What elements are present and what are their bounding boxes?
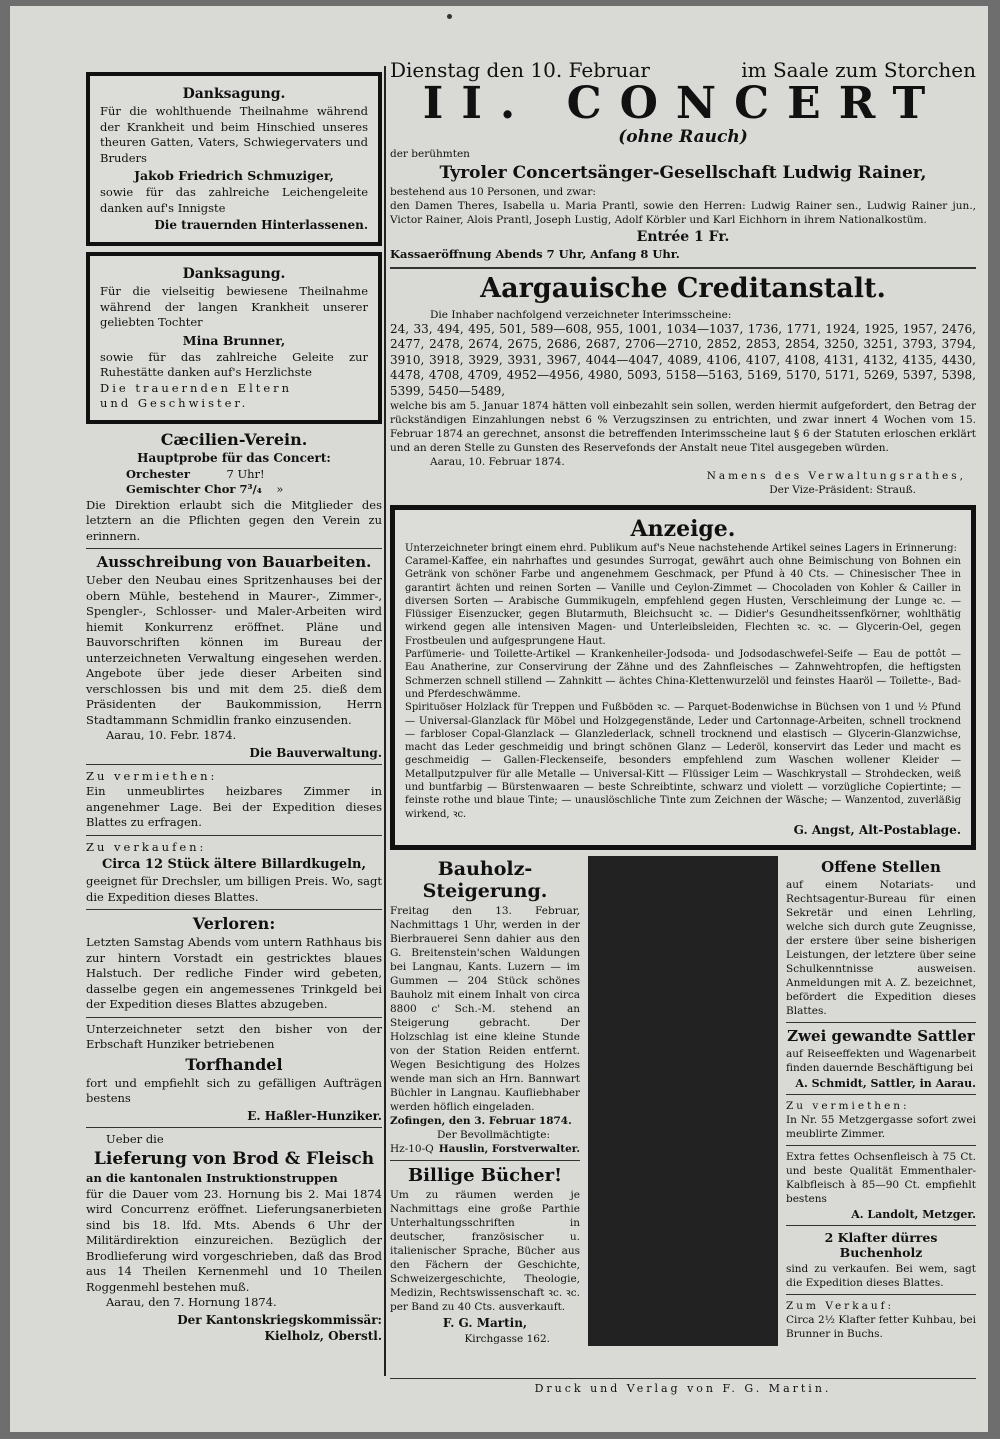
concert-times: Kassaeröffnung Abends 7 Uhr, Anfang 8 Uhr.: [390, 247, 680, 261]
concert-ad: [390, 58, 976, 269]
separator: [786, 1294, 976, 1295]
bottom-left-col: [390, 856, 580, 1346]
ad-body: für die Dauer vom 23. Hornung bis 2. Mai 1874 wird Concurrenz eröffnet. Lieferungsanerbieten sind bis 18. lfd. Mts. Abends 6 Uhr der Militärdirektion einzureichen. Bezüglich der Brodlieferung wird vorgeschrieben, daß das Brod aus 14 Theilen Kernenmehl und 10 Theilen Roggenmehl bestehen muß.: [86, 1186, 382, 1294]
ad-body: Ueber den Neubau eines Spritzenhauses bei der obern Mühle, bestehend in Maurer-, Zimmer-, Spengler-, Schlosser- und Maler-Arbeiten wird hiemit Konkurrenz eröffnet. Pläne und Bauvorschriften können im Bureau der unterzeichneten Verwaltung eingesehen werden. Angebote über jede dieser Arbeiten sind verschlossen bis und mit dem 25. dieß dem Präsidenten der Baukommission, Herrn Stadtammann Schmidlin franko einzusenden.: [86, 573, 382, 727]
concert-place: im Saale zum Storchen: [741, 58, 976, 82]
row-label: Gemischter Chor 7³/₄: [126, 482, 262, 496]
vermiethen-ad: [86, 769, 382, 836]
ad-title: Anzeige.: [630, 516, 736, 542]
ad-subtitle: Hauptprobe für das Concert:: [137, 450, 331, 465]
ad-title: Cæcilien-Verein.: [160, 429, 308, 449]
buecher-ad: [390, 1165, 580, 1346]
creditanstalt-ad: [390, 273, 976, 498]
ad-title: Verloren:: [192, 914, 276, 933]
ad-body: Für die vielseitig bewiesene Theilnahme während der langen Krankheit unserer geliebten Tochter: [100, 284, 368, 329]
ad-code: Hz-10-Q: [390, 1142, 434, 1155]
ad-headline: Circa 12 Stück ältere Billardkugeln,: [101, 857, 367, 872]
separator: [86, 835, 382, 836]
ad-title: Aargauische Creditanstalt.: [480, 272, 886, 304]
ad-body: auf Reiseeffekten und Wagenarbeit finden dauernde Beschäftigung bei: [786, 1047, 976, 1074]
ad-signature: A. Landolt, Metzger.: [851, 1207, 976, 1221]
torfhandel-ad: [86, 1022, 382, 1128]
buchenholz-ad: [786, 1230, 976, 1295]
ad-name: Jakob Friedrich Schmuziger,: [134, 168, 334, 183]
right-column: [390, 58, 976, 1346]
bottom-right-col: [786, 856, 976, 1346]
ad-sig-row: [390, 1142, 580, 1156]
ad-body: welche bis am 5. Januar 1874 hätten voll einbezahlt sein sollen, werden hiermit aufgefordert, den Betrag der rückständigen Einzahlungen nebst 6 % Verzugszinsen zu entrichten, und zwar innert 4 Wochen vom 15. Februar 1874 an gerechnet, ansonst die betreffenden Interimsscheine laut § 6 der Statuten erloschen erklärt und an deren Stelle zu Gunsten des Reservefonds der Anstalt neue Titel ausgegeben würden.: [390, 400, 976, 454]
ad-paragraph: Spirituöser Holzlack für Treppen und Fußböden ꝛc. — Parquet-Bodenwichse in Büchsen von 1 und ½ Pfund — Universal-Glanzlack für Möbel und Holzgegenstände, Leder und Cartonnage-Arbeiten, schnell trocknend — farbloser Copal-Glanzlack — Glanzlederlack, schnell trocknend und elastisch — Glycerin-Glanzwichse, macht das Leder geschmeidig und bringt schönen Glanz — Lederöl, konservirt das Leder und macht es geschmeidig — Gallen-Fleckenseife, besonders empfehlend zum Waschen wollener Kleider — Metallputzpulver für alle Metalle — Universal-Kitt — Flüssiger Leim — Waschkrystall — Strohdecken, weiß und buntfarbig — Bürstenwaaren — beste Schreibtinte, schwarz und violett — vorzügliche Copiertinte; — feinste rothe und blaue Tinte; — unauslöschliche Tinte zum Zeichnen der Wäsche; — Wanzentod, zuverläßig wirkend, ꝛc.: [405, 702, 961, 820]
ad-body: Die Direktion erlaubt sich die Mitglieder des letztern an die Pflichten gegen den Verein zu erinnern.: [86, 497, 382, 543]
ad-subtitle: an die kantonalen Instruktionstruppen: [86, 1171, 338, 1185]
row-value: »: [276, 482, 284, 496]
ad-paragraph: Parfümerie- und Toilette-Artikel — Krankenheiler-Jodsoda- und Jodsodaschwefel-Seife — Eau de pottôt — Eau Anatherine, zur Conservirung der Zähne und des Zahnfleisches — Zahnwehtropfen, die heftigsten Schmerzen schnell stillend — Zahnkitt — ächtes China-Klettenwurzelöl und feinstes Haaröl — Toilette-, Bad- und Pferdeschwämme.: [405, 649, 961, 700]
ad-title: Offene Stellen: [821, 857, 941, 876]
verkaufen-ad: [86, 840, 382, 911]
separator: [390, 1160, 580, 1161]
vermiethen-ad-2: [786, 1099, 976, 1146]
separator: [786, 1145, 976, 1146]
ad-signature: Kielholz, Oberstl.: [264, 1328, 382, 1343]
concert-entree: Entrée 1 Fr.: [636, 229, 730, 245]
bauholz-ad: [390, 858, 580, 1161]
ad-body: sowie für das zahlreiche Geleite zur Ruhestätte danken auf's Herzlichste: [100, 349, 368, 379]
caecilien-verein: [86, 430, 382, 550]
separator: [86, 764, 382, 765]
ad-signature: Der Bevollmächtigte:: [436, 1128, 550, 1141]
ad-signature: Die trauernden Hinterlassenen.: [154, 218, 368, 232]
ad-paragraph: Caramel-Kaffee, ein nahrhaftes und gesundes Surrogat, gewährt auch ohne Beimischung von Bohnen ein Getränk von schöner Farbe und angenehmem Geschmack, per Pfund à 40 Cts. — Chinesischer Thee in garantirt ächten und reinen Sorten — Vanille und Ceylon-Zimmet — Chocoladen von Kohler & Cailler in diversen Sorten — Arabische Gummikugeln, empfehlend gegen Husten, Verschleimung der Lunge ꝛc. — Flüssiger Eisenzucker, gegen Blutarmuth, Bleichsucht ꝛc. — Didier's Gesundheitssenfkörner, wohlthätig wirkend gegen alle intensiven Magen- und Unterleibsleiden, Flechten ꝛc. ꝛc. — Glycerin-Oel, gegen Frostbeulen und aufgesprungene Haut.: [405, 556, 961, 647]
ad-intro: Die Inhaber nachfolgend verzeichneter Interimsscheine:: [430, 308, 732, 321]
ad-body: Circa 2½ Klafter fetter Kuhbau, bei Brunner in Buchs.: [786, 1313, 976, 1340]
row-label: Orchester: [126, 466, 190, 481]
row-value: 7 Uhr!: [226, 466, 265, 481]
kuhbau-ad: [786, 1299, 976, 1341]
ad-signature: und Geschwister.: [100, 396, 249, 410]
rehearsal-row: [86, 467, 382, 483]
ad-title: Zum Verkauf:: [786, 1299, 895, 1312]
bauarbeiten-ad: [86, 553, 382, 765]
ad-date: Aarau, den 7. Hornung 1874.: [106, 1295, 277, 1309]
ad-title: Zu verkaufen:: [86, 839, 207, 854]
ad-title: Zwei gewandte Sattler: [787, 1026, 975, 1045]
ad-body: Extra fettes Ochsenfleisch à 75 Ct. und beste Qualität Emmenthaler-Kalbfleisch à 85—90 Ct. empfiehlt bestens: [786, 1150, 976, 1205]
ad-body: Letzten Samstag Abends vom untern Rathhaus bis zur hintern Vorstadt ein gestricktes blaues Halstuch. Der redliche Finder wird gebeten, dasselbe gegen ein angemessenes Trinkgeld bei der Expedition dieses Blattes abzugeben.: [86, 935, 382, 1011]
left-column: [86, 66, 382, 1345]
anzeige-angst: [390, 505, 976, 850]
ad-title: Torfhandel: [185, 1054, 283, 1074]
separator: [86, 1127, 382, 1128]
ad-signature: Kirchgasse 162.: [464, 1332, 550, 1345]
ad-body: In Nr. 55 Metzgergasse sofort zwei meublirte Zimmer.: [786, 1113, 976, 1140]
separator: [786, 1094, 976, 1095]
ad-title: Danksagung.: [182, 86, 286, 102]
ad-body: Für die wohlthuende Theilnahme während der Krankheit und beim Hinschied unseres theuren Gatten, Vaters, Schwiegervaters und Bruders: [100, 104, 368, 165]
ad-body: geeignet für Drechsler, um billigen Preis. Wo, sagt die Expedition dieses Blattes.: [86, 874, 382, 904]
ad-name: Mina Brunner,: [182, 332, 286, 348]
ad-body: Ein unmeublirtes heizbares Zimmer in angenehmer Lage. Bei der Expedition dieses Blattes zu erfragen.: [86, 784, 382, 829]
bottom-columns: [390, 856, 976, 1346]
ad-title: 2 Klafter dürres Buchenholz: [824, 1229, 938, 1260]
ad-title: Billige Bücher!: [407, 1164, 563, 1186]
concert-by: der berühmten: [390, 148, 470, 160]
concert-members: den Damen Theres, Isabella u. Maria Prantl, sowie den Herren: Ludwig Rainer sen., Ludwig Rainer jun., Victor Rainer, Alois Prantl, Joseph Lustig, Adolf Körbler und Karl Eichhorn in ihrem Nationalkostüm.: [390, 200, 976, 226]
ad-date: Zofingen, den 3. Februar 1874.: [390, 1114, 572, 1127]
concert-date: Dienstag den 10. Februar: [390, 58, 650, 82]
ad-intro: Ueber die: [106, 1131, 164, 1146]
ad-body: fort und empfiehlt sich zu gefälligen Aufträgen bestens: [86, 1075, 382, 1105]
separator: [86, 1017, 382, 1018]
ad-body: Freitag den 13. Februar, Nachmittags 1 Uhr, werden in der Bierbrauerei Senn dahier aus den G. Breitenstein'schen Waldungen bei Langnau, Kants. Luzern — im Gummen — 204 Stück schönes Bauholz mit einem Inhalt von circa 8800 c' Sch.-M. stehend an Steigerung gebracht. Der Holzschlag ist eine kleine Stunde von der Station Reiden entfernt. Wegen Besichtigung des Holzes wende man sich an Hrn. Bannwart Büchler in Langnau. Kaufliebhaber werden höflich eingeladen.: [390, 904, 580, 1113]
fleisch-ad: [786, 1150, 976, 1226]
ad-signature: A. Schmidt, Sattler, in Aarau.: [795, 1076, 976, 1090]
danksagung-schmuziger: [86, 72, 382, 246]
ad-intro: Unterzeichneter bringt einem ehrd. Publikum auf's Neue nachstehende Artikel seines Lagers in Erinnerung:: [405, 543, 957, 554]
separator: [786, 1225, 976, 1226]
verloren-ad: [86, 914, 382, 1018]
separator: [390, 267, 976, 269]
column-divider: [588, 856, 778, 1346]
ad-signature: Der Kantonskriegskommissär:: [177, 1312, 382, 1327]
ad-signature: Namens des Verwaltungsrathes,: [706, 470, 966, 482]
ad-signature: Die trauernden Eltern: [100, 380, 293, 395]
concert-members-intro: bestehend aus 10 Personen, und zwar:: [390, 186, 596, 198]
ad-title: Bauholz-Steigerung.: [422, 857, 548, 902]
ad-intro: Unterzeichneter setzt den bisher von der Erbschaft Hunziker betriebenen: [86, 1021, 382, 1051]
imprint-footer: Druck und Verlag von F. G. Martin.: [390, 1378, 976, 1395]
ad-date: Aarau, 10. Februar 1874.: [430, 456, 565, 468]
newspaper-page: [10, 6, 988, 1432]
ad-signature: E. Haßler-Hunziker.: [247, 1108, 382, 1123]
ad-title: Ausschreibung von Bauarbeiten.: [96, 553, 372, 571]
rehearsal-row: [86, 482, 382, 498]
ad-body: Um zu räumen werden je Nachmittags eine große Parthie Unterhaltungsschriften in deutscher, französischer u. italienischer Sprache, Bücher aus den Fächern der Geschichte, Schweizergeschichte, Theologie, Medizin, Rechtswissenschaft ꝛc. ꝛc. per Band zu 40 Cts. ausverkauft.: [390, 1188, 580, 1313]
ad-body: auf einem Notariats- und Rechtsagentur-Bureau für einen Sekretär und einen Lehrling, welche sich durch gute Zeugnisse, der erstere über seine bisherigen Leistungen, der letztere über seine Schulkenntnisse ausweisen. Anmeldungen mit A. Z. bezeichnet, befördert die Expedition dieses Blattes.: [786, 878, 976, 1017]
column-divider: [384, 66, 386, 1376]
separator: [786, 1022, 976, 1023]
stellen-ad: [786, 858, 976, 1023]
lieferung-ad: [86, 1132, 382, 1343]
ad-date: Aarau, 10. Febr. 1874.: [106, 728, 237, 742]
ad-signature: Hauslin, Forstverwalter.: [438, 1142, 580, 1155]
ad-body: sind zu verkaufen. Bei wem, sagt die Expedition dieses Blattes.: [786, 1262, 976, 1289]
separator: [86, 909, 382, 910]
separator: [86, 548, 382, 549]
concert-subtitle: (ohne Rauch): [618, 127, 748, 147]
page-dot: [447, 14, 452, 19]
ad-title: Zu vermiethen:: [786, 1099, 910, 1112]
ad-signature: F. G. Martin,: [442, 1315, 528, 1330]
ad-title: Lieferung von Brod & Fleisch: [93, 1149, 375, 1169]
concert-company: Tyroler Concertsänger-Gesellschaft Ludwig Rainer,: [439, 163, 927, 183]
ad-signature: G. Angst, Alt-Postablage.: [793, 822, 961, 837]
ad-body: sowie für das zahlreiche Leichengeleite danken auf's Innigste: [100, 185, 368, 215]
certificate-numbers: 24, 33, 494, 495, 501, 589—608, 955, 1001, 1034—1037, 1736, 1771, 1924, 1925, 1957, 2476, 2477, 2478, 2674, 2675, 2686, 2687, 2706—2710, 2852, 2853, 2854, 3250, 3251, 3793, 3794, 3910, 3918, 3929, 3931, 3967, 4044—4047, 4089, 4106, 4107, 4108, 4131, 4132, 4135, 4430, 4478, 4708, 4709, 4952—4956, 4980, 5093, 5158—5163, 5169, 5170, 5171, 5269, 5397, 5398, 5399, 5450—5489,: [390, 321, 976, 398]
ad-signature: Die Bauverwaltung.: [249, 745, 382, 760]
ad-title: Danksagung.: [182, 266, 286, 282]
ad-title: Zu vermiethen:: [86, 768, 218, 783]
danksagung-brunner: [86, 252, 382, 424]
ad-signature: Der Vize-Präsident: Strauß.: [769, 484, 916, 496]
concert-title: II. CONCERT: [422, 78, 944, 129]
sattler-ad: [786, 1027, 976, 1095]
